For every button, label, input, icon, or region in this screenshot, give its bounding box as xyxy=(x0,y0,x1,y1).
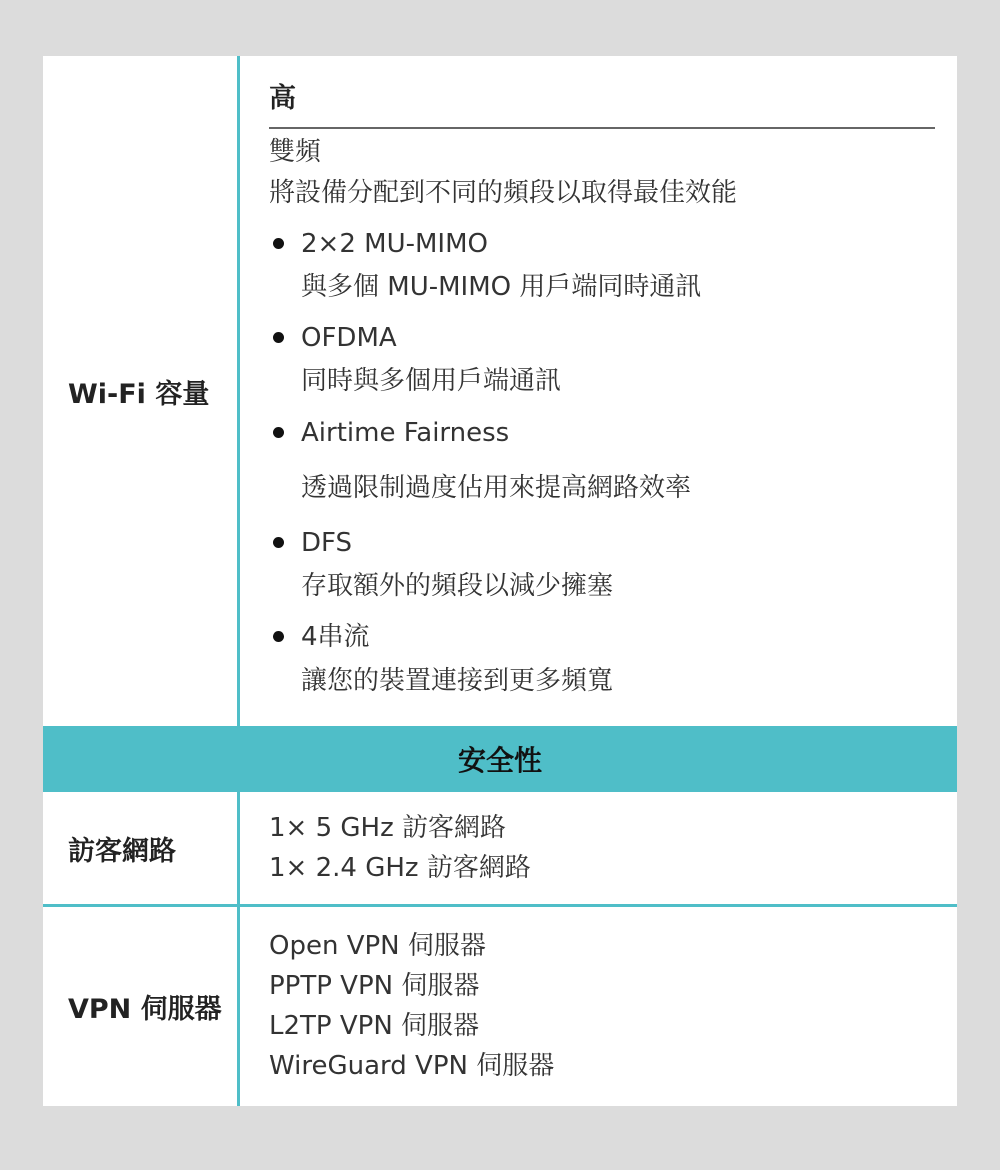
wifi-capacity-content xyxy=(269,56,935,726)
band-description: 將設備分配到不同的頻段以取得最佳效能 xyxy=(269,178,738,208)
bullet-icon xyxy=(273,238,284,249)
vpn-server-line: L2TP VPN 伺服器 xyxy=(269,1011,480,1041)
feature-desc: 透過限制過度佔用來提高網路效率 xyxy=(301,473,692,503)
feature-desc: 存取額外的頻段以減少擁塞 xyxy=(301,571,614,601)
vpn-server-line: PPTP VPN 伺服器 xyxy=(269,971,480,1001)
bullet-icon xyxy=(273,631,284,642)
vpn-server-line: Open VPN 伺服器 xyxy=(269,931,486,961)
vpn-server-row xyxy=(43,907,957,1106)
vpn-server-label: VPN 伺服器 xyxy=(68,994,222,1025)
feature-name: DFS xyxy=(301,528,353,558)
feature-desc: 同時與多個用戶端通訊 xyxy=(301,366,562,396)
guest-network-label: 訪客網路 xyxy=(68,835,176,867)
security-section-header: 安全性 xyxy=(43,726,957,792)
wifi-capacity-row xyxy=(43,56,957,726)
guest-network-content xyxy=(269,792,935,904)
feature-name: OFDMA xyxy=(301,323,397,353)
level-underline xyxy=(269,127,935,129)
column-divider xyxy=(237,792,240,904)
guest-network-line: 1× 5 GHz 訪客網路 xyxy=(269,813,507,843)
spec-table xyxy=(43,56,957,1106)
feature-desc: 與多個 MU-MIMO 用戶端同時通訊 xyxy=(301,272,702,302)
vpn-server-line: WireGuard VPN 伺服器 xyxy=(269,1051,555,1081)
feature-name: 4串流 xyxy=(301,622,370,652)
guest-network-row xyxy=(43,792,957,904)
band-title: 雙頻 xyxy=(269,137,322,167)
bullet-icon xyxy=(273,427,284,438)
feature-name: 2×2 MU-MIMO xyxy=(301,229,488,259)
column-divider xyxy=(237,56,240,726)
feature-name: Airtime Fairness xyxy=(301,418,510,448)
bullet-icon xyxy=(273,332,284,343)
bullet-icon xyxy=(273,537,284,548)
guest-network-line: 1× 2.4 GHz 訪客網路 xyxy=(269,853,531,883)
wifi-capacity-label: Wi-Fi 容量 xyxy=(68,378,210,410)
column-divider xyxy=(237,907,240,1106)
feature-desc: 讓您的裝置連接到更多頻寬 xyxy=(301,666,614,696)
vpn-server-content xyxy=(269,907,935,1106)
capacity-level: 高 xyxy=(269,83,296,114)
